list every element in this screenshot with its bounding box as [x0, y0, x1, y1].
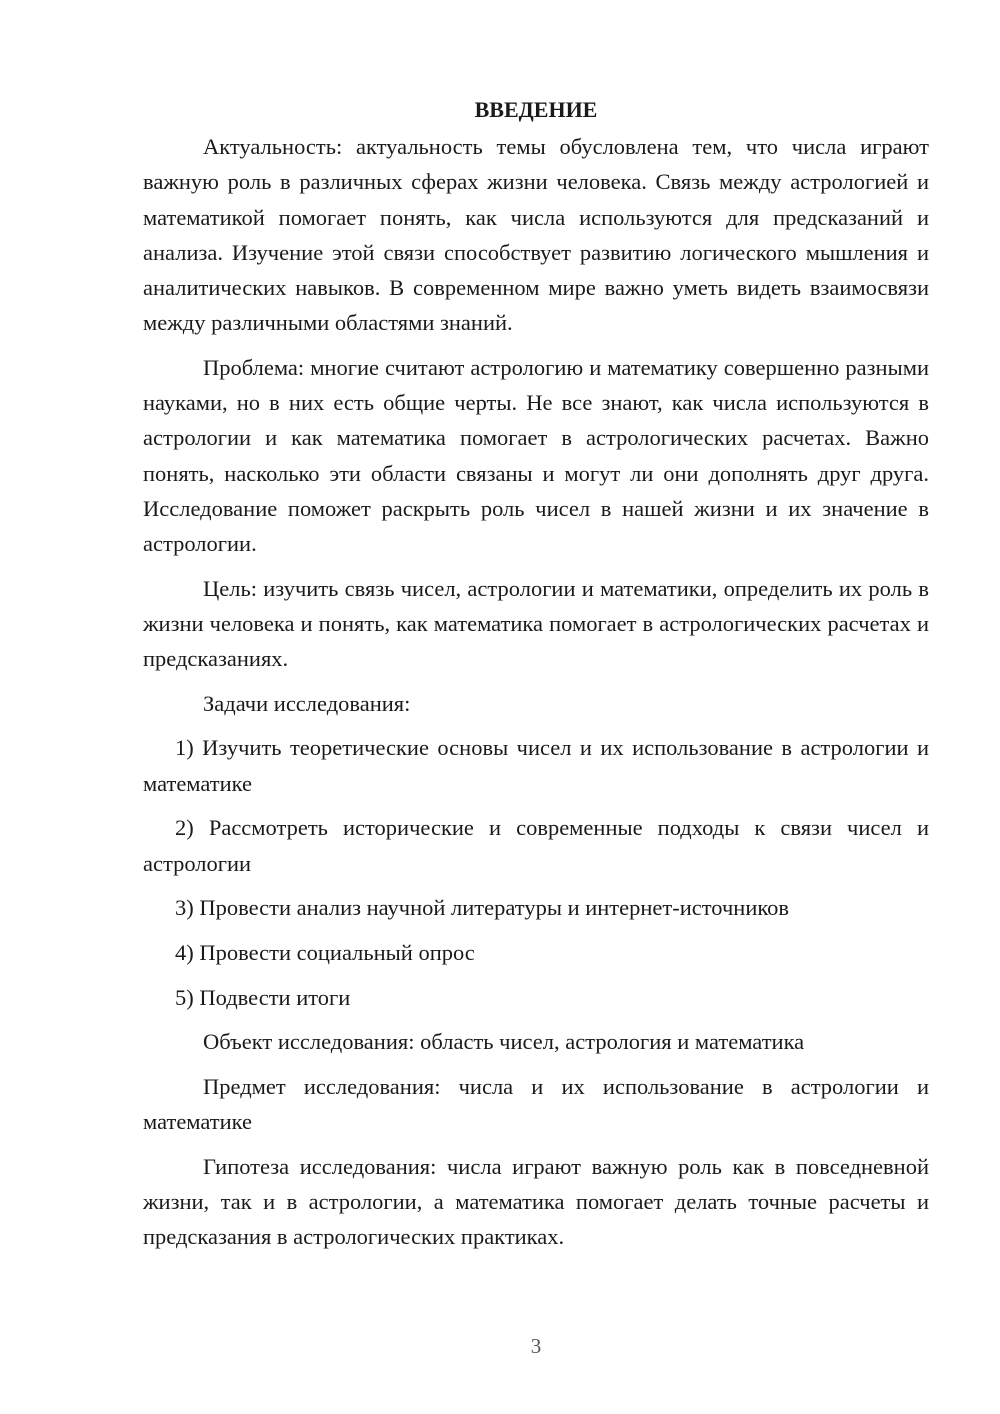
paragraph-goal: Цель: изучить связь чисел, астрологии и математики, определить их роль в жизни человека и понять, как математика помогает в астрологических расчетах и предсказаниях. — [143, 575, 929, 672]
paragraph-subject: Предмет исследования: числа и их использование в астрологии и математике — [143, 1074, 929, 1135]
paragraph-problem: Проблема: многие считают астрологию и математику совершенно разными науками, но в них есть общие черты. Не все знают, как числа используются в астрологии и как математика помогает в астрологических расчетах. Важно понять, насколько эти области связаны и могут ли они дополнять друг друга. Исследование поможет раскрыть роль чисел в нашей жизни и их значение в астрологии. — [143, 354, 929, 556]
page-number: 3 — [530, 1334, 542, 1358]
paragraph-object: Объект исследования: область чисел, астрология и математика — [203, 1029, 805, 1055]
task-item-1: 1) Изучить теоретические основы чисел и их использование в астрологии и математике — [143, 735, 929, 796]
task-item-2: 2) Рассмотреть исторические и современные подходы к связи чисел и астрологии — [143, 815, 929, 876]
paragraph-hypothesis: Гипотеза исследования: числа играют важную роль как в повседневной жизни, так и в астрологии, а математика помогает делать точные расчеты и предсказания в астрологических практиках. — [143, 1153, 929, 1250]
tasks-heading: Задачи исследования: — [203, 690, 411, 716]
paragraph-relevance: Актуальность: актуальность темы обусловлена тем, что числа играют важную роль в различных сферах жизни человека. Связь между астрологией и математикой помогает понять, как числа используются для предсказаний и анализа. Изучение этой связи способствует развитию логического мышления и аналитических навыков. В современном мире важно уметь видеть взаимосвязи между различными областями знаний. — [143, 134, 929, 336]
task-item-3: 3) Провести анализ научной литературы и интернет-источников — [175, 895, 790, 921]
task-item-4: 4) Провести социальный опрос — [175, 939, 475, 965]
task-item-5: 5) Подвести итоги — [175, 984, 351, 1010]
page-title: ВВЕДЕНИЕ — [474, 97, 598, 122]
page-content — [143, 92, 929, 1264]
